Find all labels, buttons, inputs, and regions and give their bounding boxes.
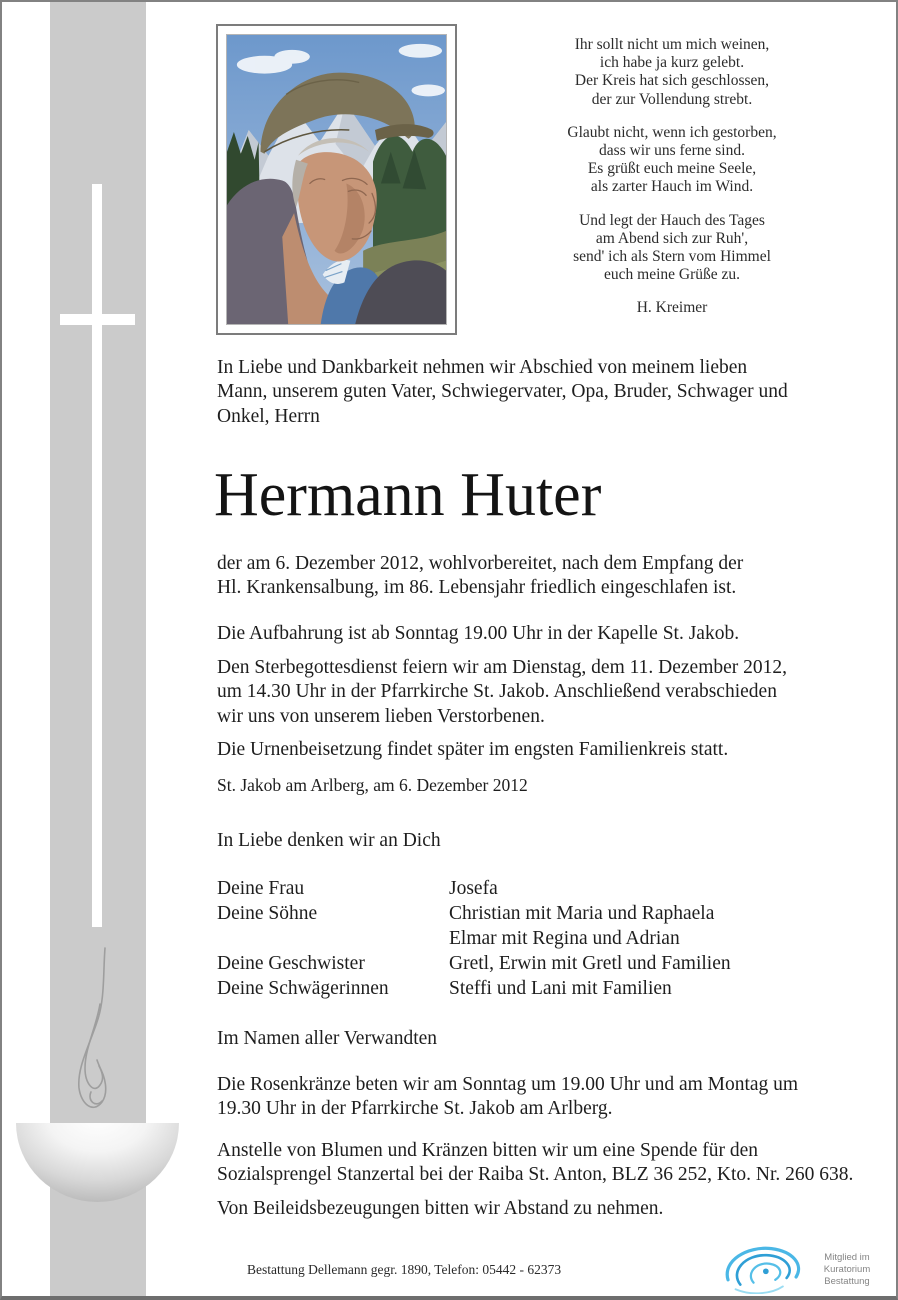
- poem-line: als zarter Hauch im Wind.: [590, 178, 754, 196]
- intro-line: In Liebe und Dankbarkeit nehmen wir Abschied von meinem lieben: [217, 357, 748, 378]
- urnen-line: Die Urnenbeisetzung findet später im engsten Familienkreis statt.: [217, 739, 729, 760]
- family-closing: [217, 1028, 437, 1050]
- funeral-home-info: [247, 1262, 561, 1278]
- poem-stanza: [422, 212, 898, 285]
- kuratorium-logo: [720, 1240, 890, 1294]
- rosenkranz-line: Die Rosenkränze beten wir am Sonntag um 19.00 Uhr und am Montag um: [217, 1074, 799, 1095]
- intro-line: Mann, unserem guten Vater, Schwiegervater, Opa, Bruder, Schwager und: [217, 381, 788, 403]
- aufbahrung-notice: [217, 622, 739, 646]
- family-label: Deine Geschwister: [217, 953, 365, 974]
- family-value: Josefa: [449, 878, 498, 899]
- membership-text: [804, 1252, 890, 1288]
- poem-line: dass wir uns ferne sind.: [599, 142, 745, 160]
- portrait-photo: [216, 24, 457, 335]
- family-row: [217, 976, 731, 1001]
- poem-line: euch meine Grüße zu.: [604, 266, 740, 284]
- family-row: [217, 951, 731, 976]
- poem-line: Glaubt nicht, wenn ich gestorben,: [567, 123, 777, 141]
- place-date-line: St. Jakob am Arlberg, am 6. Dezember 2012: [217, 775, 528, 795]
- poem-line: Der Kreis hat sich geschlossen,: [574, 72, 770, 90]
- death-line: Hl. Krankensalbung, im 86. Lebensjahr friedlich eingeschlafen ist.: [217, 577, 737, 599]
- poem-line: ich habe ja kurz gelebt.: [599, 54, 745, 72]
- donation-line: Anstelle von Blumen und Kränzen bitten wir um eine Spende für den: [217, 1140, 758, 1161]
- poem: [422, 36, 898, 318]
- family-row: [217, 876, 731, 901]
- family-values: [449, 976, 672, 1001]
- death-line: der am 6. Dezember 2012, wohlvorbereitet, nach dem Empfang der: [217, 553, 744, 574]
- poem-line: Es grüßt euch meine Seele,: [587, 160, 757, 178]
- family-value: Steffi und Lani mit Familien: [449, 978, 672, 999]
- condolence-line: Von Beileidsbezeugungen bitten wir Abstand zu nehmen.: [217, 1198, 664, 1219]
- sterbe-line: Den Sterbegottesdienst feiern wir am Dienstag, dem 11. Dezember 2012,: [217, 657, 788, 678]
- family-label: Deine Frau: [217, 878, 305, 899]
- family-value: Gretl, Erwin mit Gretl und Familien: [449, 953, 731, 974]
- portrait-image: [226, 34, 447, 325]
- sterbegottesdienst-notice: [217, 656, 787, 729]
- poem-stanza: [422, 36, 898, 109]
- place-and-date: [217, 774, 528, 796]
- family-label: Deine Söhne: [217, 903, 318, 924]
- family-values: [449, 951, 731, 976]
- swirl-icon: [720, 1242, 806, 1294]
- poem-line: Und legt der Hauch des Tages: [579, 211, 765, 229]
- urnenbeisetzung-notice: [217, 738, 728, 762]
- poem-stanza: [422, 124, 898, 197]
- death-announcement: [217, 552, 743, 601]
- deceased-name: Hermann Huter: [214, 461, 602, 529]
- poem-line: send' ich als Stern vom Himmel: [573, 248, 771, 266]
- membership-line: Kuratorium Bestattung: [823, 1264, 871, 1287]
- family-value: Elmar mit Regina und Adrian: [449, 928, 680, 949]
- announcement-intro: [217, 356, 788, 429]
- aufbahrung-line: Die Aufbahrung ist ab Sonntag 19.00 Uhr in der Kapelle St. Jakob.: [217, 623, 740, 644]
- family-values: [449, 901, 714, 951]
- family-value: Christian mit Maria und Raphaela: [449, 903, 715, 924]
- poem-line: der zur Vollendung strebt.: [591, 90, 753, 108]
- remembrance-heading-text: In Liebe denken wir an Dich: [217, 830, 441, 851]
- remembrance-heading: [217, 830, 441, 852]
- rosenkranz-notice: [217, 1073, 798, 1122]
- rosenkranz-line: 19.30 Uhr in der Pfarrkirche St. Jakob am Arlberg.: [217, 1098, 613, 1120]
- intro-line: Onkel, Herrn: [217, 405, 320, 427]
- donation-line: Sozialsprengel Stanzertal bei der Raiba St. Anton, BLZ 36 252, Kto. Nr. 260 638.: [217, 1164, 854, 1186]
- poem-line: am Abend sich zur Ruh',: [595, 229, 749, 247]
- family-list: [217, 876, 731, 1001]
- poem-author: H. Kreimer: [636, 299, 708, 317]
- family-values: [449, 876, 498, 901]
- poem-line: Ihr sollt nicht um mich weinen,: [574, 36, 770, 53]
- donation-notice: [217, 1139, 853, 1188]
- flame-icon: [59, 944, 139, 1124]
- condolence-notice: [217, 1198, 663, 1220]
- family-closing-text: Im Namen aller Verwandten: [217, 1028, 438, 1049]
- sterbe-line: wir uns von unserem lieben Verstorbenen.: [217, 705, 545, 727]
- cross-icon-bar: [60, 314, 135, 325]
- candle-bowl: [16, 1123, 179, 1202]
- membership-line: Mitglied im: [824, 1252, 870, 1263]
- cross-icon: [92, 184, 102, 927]
- family-label: Deine Schwägerinnen: [217, 978, 389, 999]
- family-row: [217, 901, 731, 951]
- funeral-home-text: Bestattung Dellemann gegr. 1890, Telefon: 05442 - 62373: [247, 1262, 562, 1277]
- sterbe-line: um 14.30 Uhr in der Pfarrkirche St. Jakob. Anschließend verabschieden: [217, 681, 777, 703]
